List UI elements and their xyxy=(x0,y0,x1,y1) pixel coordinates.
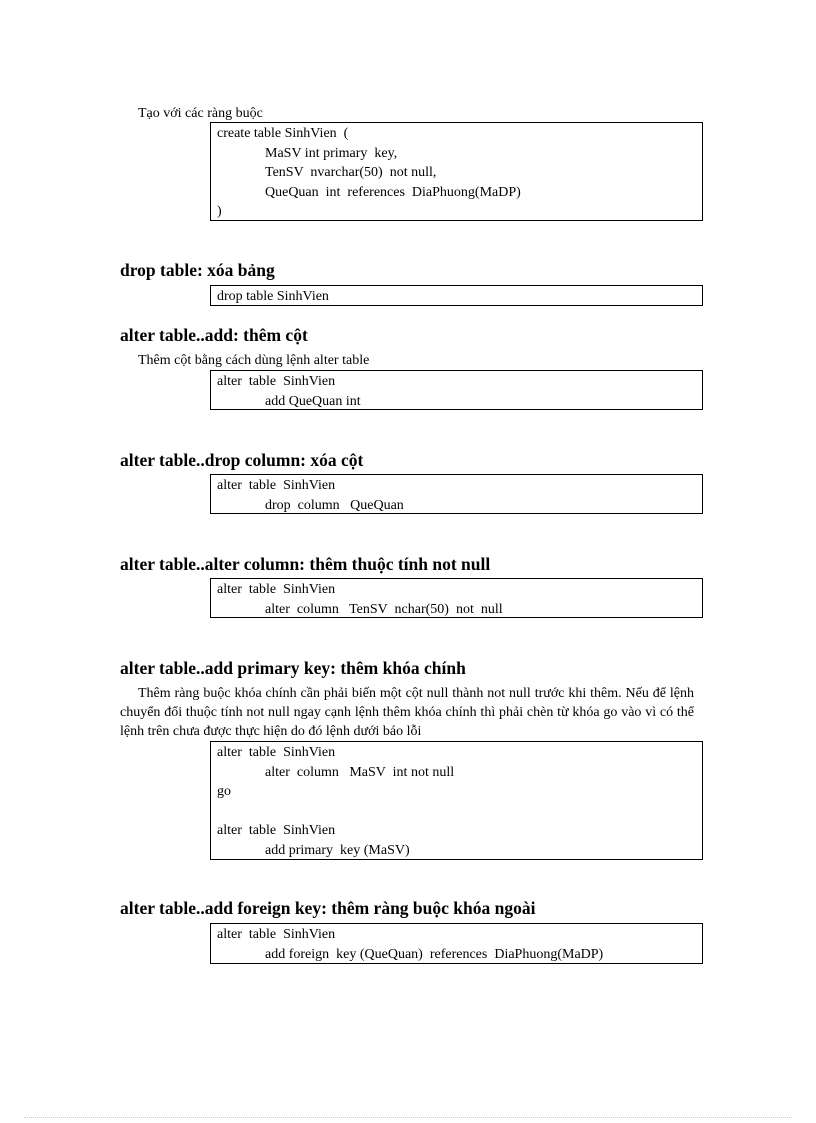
code-line: alter column TenSV nchar(50) not null xyxy=(265,601,503,617)
foreign-key-code-box xyxy=(210,923,703,964)
code-line: alter column MaSV int not null xyxy=(265,764,455,780)
page-footer-rule xyxy=(24,1117,792,1118)
code-line: alter table SinhVien xyxy=(217,582,336,597)
code-line: add foreign key (QueQuan) references DiaPhuong(MaDP) xyxy=(265,946,604,962)
code-line: TenSV nvarchar(50) not null, xyxy=(265,165,437,180)
primary-key-code-box xyxy=(210,741,703,860)
primary-key-heading: alter table..add primary key: thêm khóa chính xyxy=(120,658,466,678)
add-column-code-box xyxy=(210,370,703,410)
code-line: create table SinhVien ( xyxy=(217,126,349,141)
drop-table-code-box xyxy=(210,285,703,306)
drop-table-heading: drop table: xóa bảng xyxy=(120,260,275,280)
code-line: alter table SinhVien xyxy=(217,374,336,389)
code-line: ) xyxy=(217,204,222,219)
code-line: drop table SinhVien xyxy=(217,289,329,304)
drop-column-heading: alter table..drop column: xóa cột xyxy=(120,450,364,470)
drop-column-code-box xyxy=(210,474,703,514)
code-line: drop column QueQuan xyxy=(265,497,404,513)
code-line: alter table SinhVien xyxy=(217,478,336,493)
create-intro-text: Tạo với các ràng buộc xyxy=(138,106,263,121)
code-line: MaSV int primary key, xyxy=(265,145,398,161)
primary-key-intro-paragraph: Thêm ràng buộc khóa chính cần phải biến một cột null thành not null trước khi thêm. Nếu để lệnh chuyển đổi thuộc tính not null ngay cạnh lệnh thêm khóa chính thì phải chèn từ khóa go vào vì có thể lệnh trên chưa được thực hiện do đó lệnh dưới báo lỗi xyxy=(120,686,694,739)
alter-column-code-box xyxy=(210,578,703,618)
code-line: alter table SinhVien xyxy=(217,823,336,838)
foreign-key-heading: alter table..add foreign key: thêm ràng buộc khóa ngoài xyxy=(120,898,536,918)
code-line: add QueQuan int xyxy=(265,393,361,409)
alter-column-heading: alter table..alter column: thêm thuộc tính not null xyxy=(120,554,491,574)
code-line: add primary key (MaSV) xyxy=(265,842,410,858)
create-table-code-box xyxy=(210,122,703,221)
add-column-intro-text: Thêm cột bằng cách dùng lệnh alter table xyxy=(138,353,370,368)
add-column-heading: alter table..add: thêm cột xyxy=(120,325,308,345)
code-line: QueQuan int references DiaPhuong(MaDP) xyxy=(265,184,521,200)
code-line xyxy=(217,802,696,822)
code-line: alter table SinhVien xyxy=(217,927,336,942)
code-line: go xyxy=(217,784,231,799)
code-line: alter table SinhVien xyxy=(217,745,336,760)
